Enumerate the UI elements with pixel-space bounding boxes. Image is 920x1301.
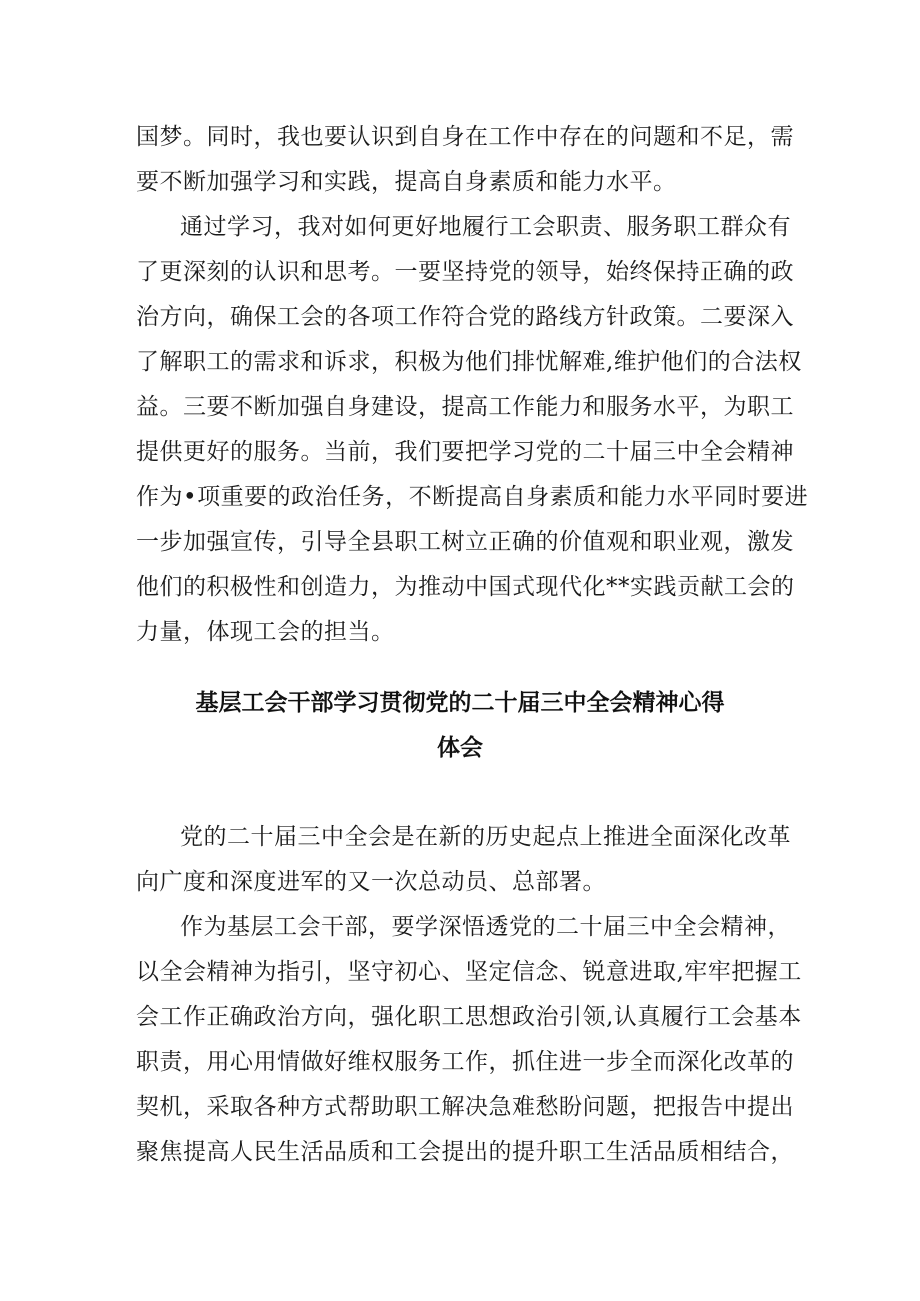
text-line: 通过学习，我对如何更好地履行工会职责、服务职工群众有 <box>180 214 791 240</box>
text-line: 国梦。同时，我也要认识到自身在工作中存在的问题和不足，需 <box>136 124 794 150</box>
text-line: 党的二十届三中全会是在新的历史起点上推进全面深化改革 <box>180 824 791 850</box>
text-line: 提供更好的服务。当前，我们要把学习党的二十届三中全会精神 <box>136 439 794 465</box>
text-line: 他们的积极性和创造力，为推动中国式现代化**实践贡献工会的 <box>136 574 795 600</box>
text-line: 作为基层工会干部，要学深悟透党的二十届三中全会精神， <box>180 914 791 940</box>
text-line: 了解职工的需求和诉求，积极为他们排忧解难,维护他们的合法权 <box>136 349 802 375</box>
text-line: 要不断加强学习和实践，提高自身素质和能力水平。 <box>136 169 677 195</box>
text-line: 治方向，确保工会的各项工作符合党的路线方针政策。二要深入 <box>136 304 794 330</box>
text-line: 力量，体现工会的担当。 <box>136 619 395 645</box>
text-line: 以全会精神为指引，坚守初心、坚定信念、锐意进取,牢牢把握工 <box>136 959 802 985</box>
text-line: 了更深刻的认识和思考。一要坚持党的领导，始终保持正确的政 <box>136 259 794 285</box>
text-line: 会工作正确政治方向，强化职工思想政治引领,认真履行工会基本 <box>136 1004 802 1030</box>
text-line: 益。三要不断加强自身建设，提高工作能力和服务水平，为职工 <box>136 394 794 420</box>
article-title-line-1: 基层工会干部学习贯彻党的二十届三中全会精神心得 <box>195 690 725 716</box>
text-line: 职责，用心用情做好维权服务工作，抓住进一步全而深化改革的 <box>136 1049 794 1075</box>
text-line: 向广度和深度进军的又一次总动员、总部署。 <box>136 869 606 895</box>
article-title-line-2: 体会 <box>437 735 483 761</box>
text-line: 一步加强宣传，引导全县职工树立正确的价值观和职业观，激发 <box>136 529 794 555</box>
text-line: 聚焦提高人民生活品质和工会提出的提升职工生活品质相结合， <box>136 1139 794 1165</box>
text-line: 契机，采取各种方式帮助职工解决急难愁盼问题，把报告中提出 <box>136 1094 794 1120</box>
text-line: 作为•项重要的政治任务，不断提高自身素质和能力水平同时要进 <box>136 484 809 510</box>
